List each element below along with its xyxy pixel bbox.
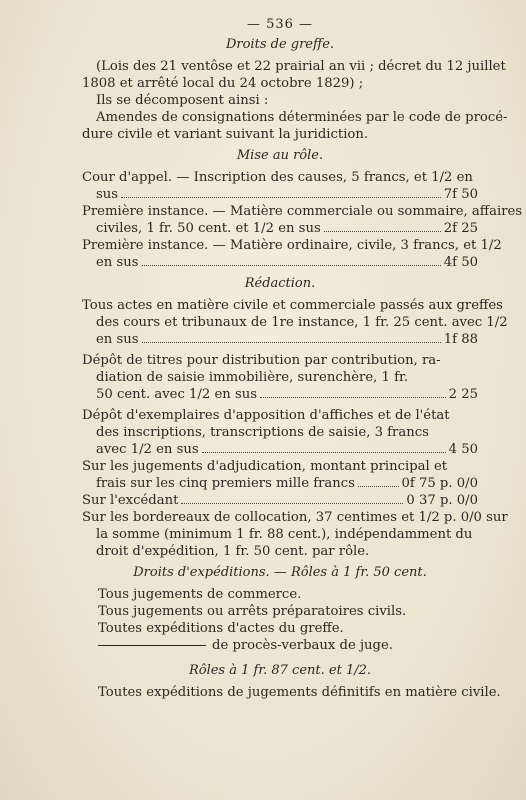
item-text: Cour d'appel. — Inscription des causes, 5 francs, et 1/2 en — [82, 170, 473, 185]
page-content — [82, 16, 523, 701]
item-text: Sur les bordereaux de collocation, 37 centimes et 1/2 p. 0/0 sur — [82, 510, 508, 525]
intro-line-3: Ils se décomposent ainsi : — [96, 93, 269, 108]
leader-text: en sus — [96, 255, 139, 270]
intro-line-2: 1808 et arrêté local du 24 octobre 1829) ; — [82, 76, 364, 91]
list-item — [82, 203, 523, 237]
amount: 1f 88 — [443, 332, 478, 347]
leader-text: Sur l'excédant — [82, 493, 179, 508]
leader-text: en sus — [96, 332, 139, 347]
amount: 7f 50 — [443, 187, 478, 202]
list-item: Tous jugements de commerce. — [98, 587, 302, 602]
ditto-rule — [98, 645, 206, 646]
amount: 0f 75 p. 0/0 — [401, 476, 478, 491]
section-title: Droits de greffe. — [225, 37, 335, 52]
expeditions-heading: Droits d'expéditions. — Rôles à 1 fr. 50 cent. — [133, 565, 427, 580]
expeditions-list — [82, 586, 478, 654]
intro-line-4: Amendes de consignations déterminées par le code de procé- — [96, 110, 508, 125]
list-item — [82, 297, 508, 348]
redaction-list — [82, 297, 508, 560]
amount: 4f 50 — [443, 255, 478, 270]
leader-row — [82, 386, 478, 403]
leader-row — [82, 254, 478, 271]
item-text: diation de saisie immobilière, surenchère, 1 fr. — [96, 370, 409, 385]
item-text: Dépôt de titres pour distribution par contribution, ra- — [82, 353, 441, 368]
dot-leader — [142, 264, 441, 266]
list-item — [82, 492, 478, 509]
list-item — [82, 407, 478, 458]
item-text: des inscriptions, transcriptions de saisie, 3 francs — [96, 425, 429, 440]
leader-text: civiles, 1 fr. 50 cent. et 1/2 en sus — [96, 221, 321, 236]
dot-leader — [202, 451, 446, 453]
list-item — [82, 352, 478, 403]
dot-leader — [142, 341, 441, 343]
dot-leader — [121, 196, 441, 198]
item-text: des cours et tribunaux de 1re instance, 1 fr. 25 cent. avec 1/2 — [96, 315, 508, 330]
dot-leader — [324, 230, 441, 232]
item-text: Première instance. — Matière commerciale ou sommaire, affaires — [82, 204, 523, 219]
list-item — [82, 237, 502, 271]
dot-leader — [181, 502, 403, 504]
item-text: la somme (minimum 1 fr. 88 cent.), indépendamment du — [96, 527, 473, 542]
dot-leader — [358, 485, 399, 487]
amount: 0 37 p. 0/0 — [406, 493, 478, 508]
item-text: Tous actes en matière civile et commerciale passés aux greffes — [82, 298, 503, 313]
list-item-bordereaux — [82, 509, 508, 560]
mise-au-role-list — [82, 169, 523, 271]
item-text: de procès-verbaux de juge. — [212, 638, 393, 653]
item-text: Dépôt d'exemplaires d'apposition d'affiches et de l'état — [82, 408, 450, 423]
item-text: Sur les jugements d'adjudication, montant principal et — [82, 459, 448, 474]
roles-187-heading: Rôles à 1 fr. 87 cent. et 1/2. — [188, 663, 372, 678]
leader-row — [82, 441, 478, 458]
leader-text: sus — [96, 187, 119, 202]
list-item: Toutes expéditions de jugements définitifs en matière civile. — [98, 685, 501, 700]
item-text: Première instance. — Matière ordinaire, civile, 3 francs, et 1/2 — [82, 238, 502, 253]
item-text: droit d'expédition, 1 fr. 50 cent. par rôle. — [96, 544, 370, 559]
leader-row — [82, 186, 478, 203]
list-item — [82, 637, 478, 654]
mise-au-role-heading: Mise au rôle. — [236, 148, 324, 163]
leader-row — [82, 331, 478, 348]
list-item — [82, 169, 478, 203]
list-item: Toutes expéditions d'actes du greffe. — [98, 621, 344, 636]
intro-line-1: (Lois des 21 ventôse et 22 prairial an vii ; décret du 12 juillet — [96, 59, 506, 74]
amount: 2f 25 — [443, 221, 478, 236]
intro-line-5: dure civile et variant suivant la juridiction. — [82, 127, 369, 142]
list-item: Tous jugements ou arrêts préparatoires civils. — [98, 604, 407, 619]
leader-text: frais sur les cinq premiers mille francs — [96, 476, 355, 491]
leader-text: avec 1/2 en sus — [96, 442, 199, 457]
leader-row — [82, 220, 478, 237]
dot-leader — [260, 396, 446, 398]
leader-row — [82, 475, 478, 492]
list-item — [82, 458, 478, 492]
leader-row — [82, 492, 478, 509]
amount: 4 50 — [448, 442, 478, 457]
intro-block — [82, 58, 508, 143]
leader-text: 50 cent. avec 1/2 en sus — [96, 387, 257, 402]
amount: 2 25 — [448, 387, 478, 402]
redaction-heading: Rédaction. — [244, 276, 316, 291]
page-number: — 536 — — [246, 17, 314, 32]
